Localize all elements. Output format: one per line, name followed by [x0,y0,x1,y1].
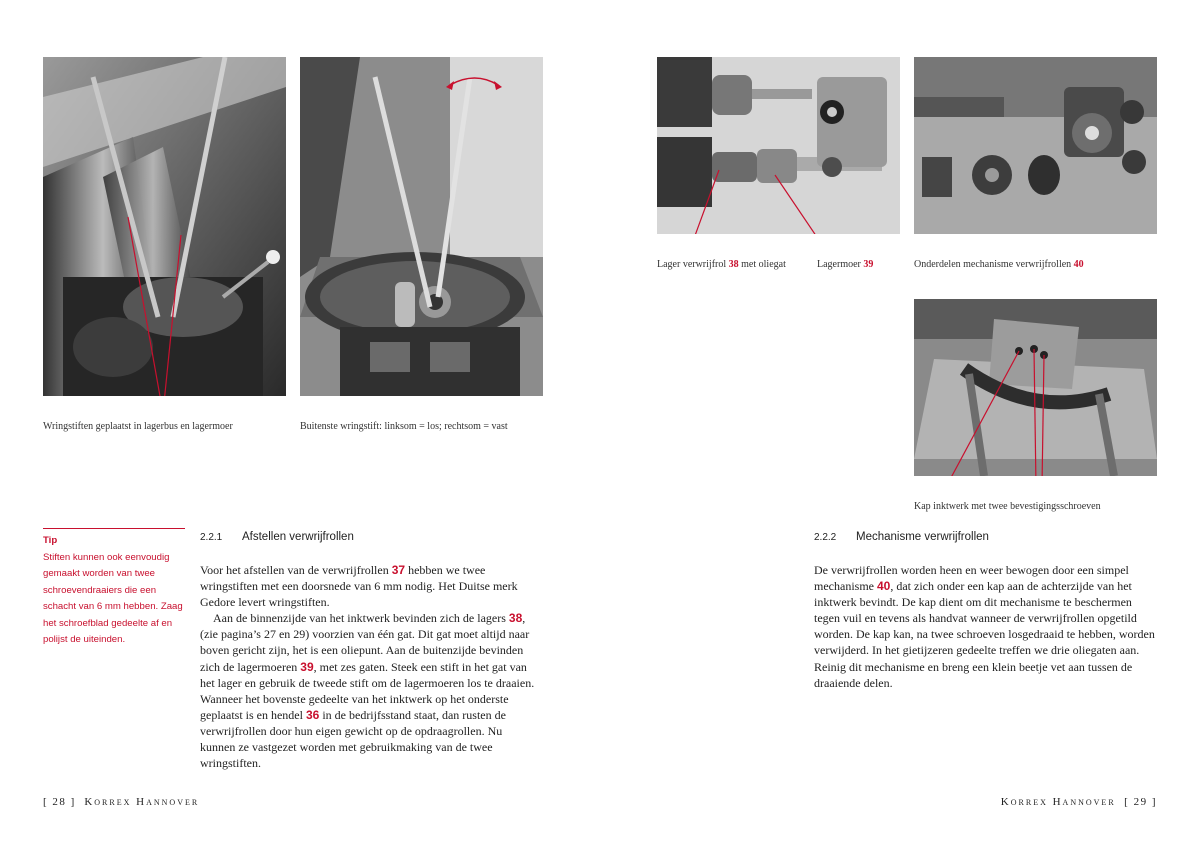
right-body-text [814,562,1159,691]
tip-text: Stiften kunnen ook eenvoudig gemaakt worden van twee schroevendraaiers die een schacht van 6 mm hebben. Zaag het schroefblad gedeelte af en polijst de uiteinden. [43,551,183,645]
caption-photo-3: Lager verwrijfrol 38 met oliegat [657,259,786,270]
photo-lager-verwrijfrol [657,57,900,234]
section-title: Afstellen verwrijfrollen [242,531,354,543]
caption-photo-2: Buitenste wringstift: linksom = los; rechtsom = vast [300,421,508,432]
caption-photo-3b: Lagermoer 39 [817,259,874,270]
left-body-text [200,562,540,771]
section-number: 2.2.2 [814,532,837,543]
tip-box [43,528,185,649]
section-title: Mechanisme verwrijfrollen [856,531,989,543]
tip-title: Tip [43,535,58,546]
section-heading-2-2-1 [200,531,354,543]
caption-photo-1: Wringstiften geplaatst in lagerbus en lagermoer [43,421,233,432]
photo-buitenste-wringstift [300,57,543,396]
folio-right [1001,796,1157,808]
photo-wringstiften [43,57,286,396]
paragraph: Aan de binnenzijde van het inktwerk bevinden zich de lagers 38, (zie pagina’s 27 en 29) voorzien van één gat. Dit gat moet altijd naar boven gericht zijn, het is een oliepunt. Aan de buitenzijde bevinden zich de lagermoeren 39, met zes gaten. Steek een stift in het gat van het lager en gebruik de tweede stift om de lagermoeren los te draaien. Wanneer het bovenste gedeelte van het inktwerk op het onderste geplaatst is en hendel 36 in de bedrijfsstand staat, dan rusten de verwrijfrollen door hun eigen gewicht op de opdraagrollen. Nu kunnen ze vastgezet worden met gebruikmaking van de twee wringstiften. [200,611,535,771]
paragraph: Voor het afstellen van de verwrijfrollen 37 hebben we twee wringstiften met een doorsnede van 6 mm nodig. Het Duitse merk Gedore levert wringstiften. [200,563,518,610]
caption-photo-5: Kap inktwerk met twee bevestigingsschroeven [914,501,1101,512]
section-number: 2.2.1 [200,532,223,543]
paragraph: De verwrijfrollen worden heen en weer bewogen door een simpel mechanisme 40, dat zich onder een kap aan de achterzijde van het inktwerk bevindt. De kap dient om dit mechanisme te beschermen tegen vuil en tevens als handvat wanneer de verwrijfrollen opgetild worden. De kap kan, na twee schroeven losgedraaid te hebben, worden verwijderd. In het gietijzeren gedeelte treffen we drie oliegaten aan. Reinig dit mechanisme en breng een klein beetje vet aan tussen de draaiende delen. [814,563,1155,690]
caption-photo-4: Onderdelen mechanisme verwrijfrollen 40 [914,259,1084,270]
running-title: Korrex Hannover [84,796,200,808]
section-heading-2-2-2 [814,531,989,543]
running-title: Korrex Hannover [1000,796,1116,808]
folio-left [43,796,199,808]
page-number: [ 28 ] [43,796,76,808]
photo-onderdelen-mechanisme [914,57,1157,234]
photo-kap-inktwerk [914,299,1157,476]
page-number: [ 29 ] [1124,796,1157,808]
